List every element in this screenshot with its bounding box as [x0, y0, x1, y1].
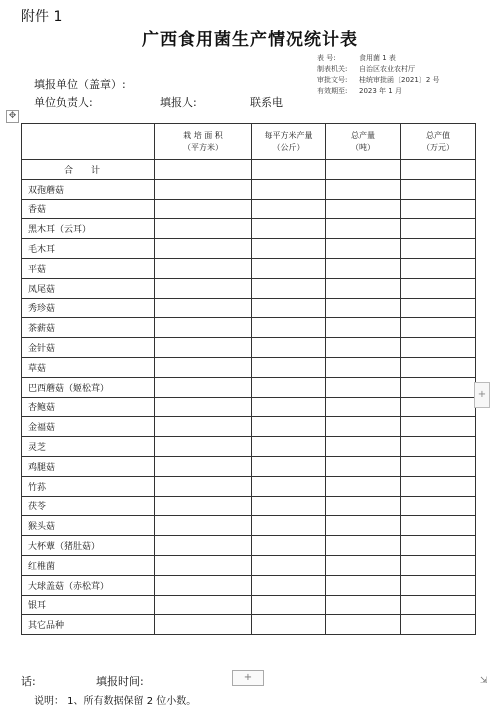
- table-cell[interactable]: [155, 239, 252, 259]
- column-header-line: 每平方米产量: [264, 130, 313, 140]
- total-label: 合计: [22, 160, 155, 180]
- table-cell[interactable]: [155, 160, 252, 180]
- table-cell[interactable]: [252, 575, 326, 595]
- table-cell[interactable]: [155, 456, 252, 476]
- variety-label: 双孢蘑菇: [22, 179, 155, 199]
- table-row: [22, 397, 476, 417]
- table-cell[interactable]: [326, 456, 401, 476]
- table-cell[interactable]: [155, 476, 252, 496]
- table-cell[interactable]: [252, 338, 326, 358]
- table-cell[interactable]: [326, 555, 401, 575]
- table-note: 说明： 1、所有数据保留 2 位小数。: [34, 696, 197, 707]
- table-cell[interactable]: [252, 298, 326, 318]
- variety-label: 灵芝: [22, 437, 155, 457]
- meta-label: 有效期至:: [317, 87, 348, 95]
- total-row: [22, 160, 476, 180]
- table-cell[interactable]: [326, 298, 401, 318]
- variety-label: 巴西蘑菇（姬松茸）: [22, 377, 155, 397]
- table-cell[interactable]: [252, 456, 326, 476]
- plus-icon[interactable]: +: [474, 382, 490, 408]
- table-cell[interactable]: [326, 397, 401, 417]
- table-cell[interactable]: [326, 417, 401, 437]
- table-row: [22, 258, 476, 278]
- table-cell[interactable]: [326, 615, 401, 635]
- variety-label: 大杯蕈（猪肚菇）: [22, 536, 155, 556]
- column-header-unit: （公斤）: [272, 142, 305, 152]
- statistics-table: [21, 123, 476, 635]
- variety-label: 大球盖菇（赤松茸）: [22, 575, 155, 595]
- column-header-line: 总产量: [351, 130, 375, 140]
- table-cell[interactable]: [155, 516, 252, 536]
- meta-value: 桂统审批函〔2021〕2 号: [359, 76, 440, 84]
- table-cell[interactable]: [252, 555, 326, 575]
- meta-label: 表 号:: [317, 54, 336, 62]
- table-row: [22, 575, 476, 595]
- table-cell[interactable]: [252, 377, 326, 397]
- table-cell[interactable]: [252, 397, 326, 417]
- variety-label: 猴头菇: [22, 516, 155, 536]
- table-row: [22, 298, 476, 318]
- table-row: [22, 278, 476, 298]
- page-title: 广西食用菌生产情况统计表: [142, 30, 358, 50]
- table-cell[interactable]: [252, 179, 326, 199]
- variety-label: 毛木耳: [22, 239, 155, 259]
- table-row: [22, 516, 476, 536]
- table-cell[interactable]: [155, 318, 252, 338]
- table-cell[interactable]: [326, 377, 401, 397]
- table-row: [22, 456, 476, 476]
- column-header-unit: （平方米）: [183, 142, 223, 152]
- column-header-unit: （万元）: [422, 142, 454, 152]
- table-cell[interactable]: [401, 377, 476, 397]
- table-cell[interactable]: [155, 298, 252, 318]
- table-cell[interactable]: [401, 555, 476, 575]
- table-cell[interactable]: [326, 476, 401, 496]
- variety-label: 竹荪: [22, 476, 155, 496]
- variety-label: 茶薪菇: [22, 318, 155, 338]
- table-cell[interactable]: [401, 397, 476, 417]
- table-row: [22, 476, 476, 496]
- column-header-unit: （吨）: [351, 142, 375, 152]
- table-cell[interactable]: [252, 437, 326, 457]
- variety-label: 银耳: [22, 595, 155, 615]
- table-cell[interactable]: [155, 338, 252, 358]
- variety-label: 凤尾菇: [22, 278, 155, 298]
- variety-label: 茯苓: [22, 496, 155, 516]
- variety-label: 秀珍菇: [22, 298, 155, 318]
- table-row: [22, 318, 476, 338]
- table-row: [22, 536, 476, 556]
- table-cell[interactable]: [326, 575, 401, 595]
- table-row: [22, 179, 476, 199]
- table-cell[interactable]: [326, 179, 401, 199]
- phone-fragment: 话:: [21, 675, 36, 688]
- table-cell[interactable]: [401, 179, 476, 199]
- table-cell[interactable]: [155, 536, 252, 556]
- variety-label: 草菇: [22, 357, 155, 377]
- table-cell[interactable]: [155, 496, 252, 516]
- meta-value: 食用菌 1 表: [359, 54, 396, 62]
- header-corner-cell: [22, 124, 155, 160]
- table-cell[interactable]: [252, 219, 326, 239]
- variety-label: 金福菇: [22, 417, 155, 437]
- table-cell[interactable]: [252, 516, 326, 536]
- fill-time-field: 填报时间:: [96, 675, 144, 688]
- table-cell[interactable]: [155, 595, 252, 615]
- table-cell[interactable]: [326, 536, 401, 556]
- table-row: [22, 357, 476, 377]
- table-cell[interactable]: [326, 496, 401, 516]
- table-cell[interactable]: [401, 357, 476, 377]
- table-cell[interactable]: [252, 615, 326, 635]
- table-cell[interactable]: [155, 278, 252, 298]
- table-row: [22, 595, 476, 615]
- variety-label: 其它品种: [22, 615, 155, 635]
- table-row: [22, 615, 476, 635]
- table-header-row: [22, 124, 476, 160]
- table-cell[interactable]: [401, 536, 476, 556]
- table-row: [22, 199, 476, 219]
- table-cell[interactable]: [326, 357, 401, 377]
- meta-value: 2023 年 1 月: [359, 87, 402, 95]
- table-cell[interactable]: [401, 258, 476, 278]
- table-cell[interactable]: [326, 199, 401, 219]
- table-cell[interactable]: [326, 278, 401, 298]
- table-row: [22, 377, 476, 397]
- plus-icon[interactable]: +: [232, 670, 264, 686]
- table-cell[interactable]: [252, 595, 326, 615]
- table-cell[interactable]: [401, 595, 476, 615]
- column-header-line: 总产值: [426, 130, 450, 140]
- reporting-unit-field: 填报单位（盖章）:: [34, 78, 126, 91]
- column-header: [401, 124, 476, 160]
- table-cell[interactable]: [401, 476, 476, 496]
- table-cell[interactable]: [252, 496, 326, 516]
- table-row: [22, 417, 476, 437]
- table-cell[interactable]: [155, 555, 252, 575]
- table-cell[interactable]: [155, 437, 252, 457]
- variety-label: 鸡腿菇: [22, 456, 155, 476]
- table-cell[interactable]: [155, 397, 252, 417]
- table-cell[interactable]: [155, 199, 252, 219]
- table-cell[interactable]: [155, 417, 252, 437]
- table-cell[interactable]: [326, 338, 401, 358]
- variety-label: 红椎菌: [22, 555, 155, 575]
- table-cell[interactable]: [401, 437, 476, 457]
- table-cell[interactable]: [252, 199, 326, 219]
- table-cell[interactable]: [401, 199, 476, 219]
- variety-label: 杏鲍菇: [22, 397, 155, 417]
- table-cell[interactable]: [252, 417, 326, 437]
- table-cell[interactable]: [326, 258, 401, 278]
- table-cell[interactable]: [401, 318, 476, 338]
- variety-label: 金针菇: [22, 338, 155, 358]
- table-row: [22, 437, 476, 457]
- table-cell[interactable]: [326, 160, 401, 180]
- table-row: [22, 338, 476, 358]
- meta-value: 自治区农业农村厅: [359, 65, 415, 73]
- form-metadata: [317, 53, 440, 97]
- table-cell[interactable]: [155, 179, 252, 199]
- table-cell[interactable]: [326, 219, 401, 239]
- table-cell[interactable]: [401, 615, 476, 635]
- table-cell[interactable]: [155, 258, 252, 278]
- column-header: [326, 124, 401, 160]
- meta-label: 制表机关:: [317, 65, 348, 73]
- table-cell[interactable]: [155, 377, 252, 397]
- table-cell[interactable]: [155, 219, 252, 239]
- table-row: [22, 239, 476, 259]
- table-cell[interactable]: [252, 239, 326, 259]
- table-cell[interactable]: [401, 575, 476, 595]
- table-cell[interactable]: [401, 298, 476, 318]
- table-cell[interactable]: [401, 278, 476, 298]
- filler-field: 填报人:: [160, 96, 197, 109]
- table-row: [22, 555, 476, 575]
- table-cell[interactable]: [401, 160, 476, 180]
- table-cell[interactable]: [401, 338, 476, 358]
- table-cell[interactable]: [155, 615, 252, 635]
- table-cell[interactable]: [401, 219, 476, 239]
- table-cell[interactable]: [401, 239, 476, 259]
- table-cell[interactable]: [252, 318, 326, 338]
- table-cell[interactable]: [252, 476, 326, 496]
- resize-corner-icon[interactable]: ⇲: [480, 676, 488, 686]
- table-cell[interactable]: [155, 575, 252, 595]
- table-cell[interactable]: [326, 595, 401, 615]
- meta-label: 审批文号:: [317, 76, 348, 84]
- table-row: [22, 496, 476, 516]
- table-cell[interactable]: [326, 516, 401, 536]
- table-cell[interactable]: [326, 318, 401, 338]
- column-header: [155, 124, 252, 160]
- variety-label: 香菇: [22, 199, 155, 219]
- variety-label: 黑木耳（云耳）: [22, 219, 155, 239]
- column-header-line: 栽 培 面 积: [183, 130, 223, 140]
- contact-phone-field: 联系电: [250, 96, 283, 109]
- table-cell[interactable]: [252, 536, 326, 556]
- table-cell[interactable]: [401, 456, 476, 476]
- column-header: [252, 124, 326, 160]
- table-cell[interactable]: [252, 278, 326, 298]
- table-cell[interactable]: [252, 357, 326, 377]
- table-cell[interactable]: [401, 417, 476, 437]
- table-row: [22, 219, 476, 239]
- table-cell[interactable]: [401, 496, 476, 516]
- table-cell[interactable]: [252, 160, 326, 180]
- table-cell[interactable]: [326, 437, 401, 457]
- table-cell[interactable]: [326, 239, 401, 259]
- person-in-charge-field: 单位负责人:: [34, 96, 93, 109]
- table-cell[interactable]: [155, 357, 252, 377]
- attachment-label: 附件 1: [21, 9, 63, 25]
- move-icon[interactable]: ✥: [6, 110, 19, 123]
- table-cell[interactable]: [252, 258, 326, 278]
- variety-label: 平菇: [22, 258, 155, 278]
- table-cell[interactable]: [401, 516, 476, 536]
